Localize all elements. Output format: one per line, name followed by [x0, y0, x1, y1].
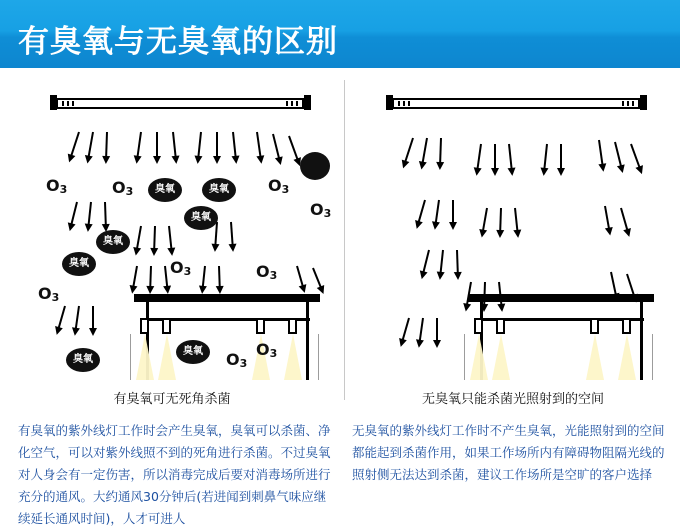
light-ray-arrow-icon — [87, 202, 91, 226]
paragraph-without-ozone: 无臭氧的紫外线灯工作时不产生臭氧，光能照射到的空间都能起到杀菌作用，如果工作场所内有障碍物阻隔光线的照射侧无法达到杀菌，建议工作场所是空旷的客户选择 — [352, 423, 665, 482]
workbench-leg — [640, 302, 643, 380]
light-ray-arrow-icon — [620, 208, 629, 232]
light-ray-arrow-icon — [296, 266, 304, 288]
caption-with-ozone: 有臭氧可无死角杀菌 — [113, 392, 231, 407]
ozone-label-o3: O $_3$ — [226, 350, 248, 370]
light-ray-arrow-icon — [218, 266, 221, 288]
light-ray-arrow-icon — [514, 208, 518, 232]
light-ray-arrow-icon — [508, 144, 513, 170]
header-banner — [0, 0, 680, 68]
light-ray-arrow-icon — [482, 208, 488, 232]
light-ray-arrow-icon — [272, 134, 280, 160]
under-table-lamp-icon — [288, 318, 297, 334]
ozone-label-cn: 臭氧 — [62, 252, 96, 276]
light-ray-arrow-icon — [70, 132, 80, 157]
ozone-label-o3: O $_3$ — [38, 284, 60, 304]
light-ray-arrow-icon — [435, 200, 440, 224]
light-ray-arrow-icon — [494, 144, 496, 170]
ozone-label-cn: 臭氧 — [202, 178, 236, 202]
light-ray-arrow-icon — [604, 206, 610, 230]
light-ray-arrow-icon — [172, 132, 177, 158]
lamp-glow-cone — [136, 334, 154, 380]
light-ray-arrow-icon — [164, 266, 168, 288]
light-ray-arrow-icon — [104, 202, 107, 226]
light-ray-arrow-icon — [598, 140, 604, 166]
light-ray-arrow-icon — [232, 132, 237, 158]
light-ray-arrow-icon — [149, 266, 152, 288]
light-ray-arrow-icon — [156, 132, 158, 158]
uv-lamp-tube-icon — [392, 98, 640, 109]
tube-end-cap-right — [640, 95, 647, 110]
light-ray-arrow-icon — [92, 306, 94, 330]
light-ray-arrow-icon — [439, 138, 442, 164]
uv-lamp-tube-icon — [56, 98, 304, 109]
light-ray-arrow-icon — [230, 222, 234, 246]
under-table-lamp-icon — [622, 318, 631, 334]
ozone-label-cn: 臭氧 — [176, 340, 210, 364]
workbench-leg — [306, 302, 309, 380]
panel-divider — [344, 80, 345, 400]
light-ray-arrow-icon — [288, 136, 299, 161]
light-ray-arrow-icon — [216, 132, 218, 158]
light-ray-arrow-icon — [401, 318, 410, 342]
light-ray-arrow-icon — [57, 306, 66, 330]
light-ray-arrow-icon — [136, 226, 142, 250]
light-ray-arrow-icon — [456, 250, 459, 274]
ozone-label-cn: 臭氧 — [96, 230, 130, 254]
lamp-glow-edge — [130, 334, 131, 380]
light-ray-arrow-icon — [417, 200, 426, 224]
lamp-glow-cone — [158, 334, 176, 380]
lamp-glow-cone — [618, 334, 636, 380]
ozone-label-cn: 臭氧 — [66, 348, 100, 372]
light-ray-arrow-icon — [256, 132, 262, 158]
under-table-lamp-icon — [256, 318, 265, 334]
light-ray-arrow-icon — [630, 144, 641, 169]
lamp-glow-edge — [464, 334, 465, 380]
light-ray-arrow-icon — [153, 226, 156, 250]
tube-end-cap-right — [304, 95, 311, 110]
lamp-glow-cone — [470, 334, 488, 380]
light-ray-arrow-icon — [476, 144, 482, 170]
light-ray-arrow-icon — [436, 318, 438, 342]
light-ray-arrow-icon — [197, 132, 202, 158]
ozone-label-cn — [300, 152, 330, 180]
ozone-label-cn: 臭氧 — [184, 206, 218, 230]
light-ray-arrow-icon — [499, 208, 502, 232]
lamp-glow-cone — [492, 334, 510, 380]
tube-end-cap-left — [50, 95, 57, 110]
light-ray-arrow-icon — [614, 142, 622, 168]
light-ray-arrow-icon — [136, 132, 142, 158]
workbench-icon — [134, 294, 320, 302]
light-ray-arrow-icon — [422, 138, 428, 164]
light-ray-arrow-icon — [88, 132, 94, 158]
light-ray-arrow-icon — [404, 138, 414, 163]
tube-end-cap-left — [386, 95, 393, 110]
light-ray-arrow-icon — [560, 144, 562, 170]
caption-without-ozone: 无臭氧只能杀菌光照射到的空间 — [421, 392, 604, 407]
lamp-glow-edge — [318, 334, 319, 380]
light-ray-arrow-icon — [70, 202, 78, 226]
under-table-lamp-icon — [140, 318, 149, 334]
light-ray-arrow-icon — [610, 272, 617, 296]
ozone-label-cn: 臭氧 — [148, 178, 182, 202]
light-ray-arrow-icon — [312, 268, 322, 289]
light-ray-arrow-icon — [543, 144, 548, 170]
ozone-label-o3: O $_3$ — [46, 176, 68, 196]
under-table-lamp-icon — [590, 318, 599, 334]
ozone-label-o3: O $_3$ — [170, 258, 192, 278]
workbench-icon — [468, 294, 654, 302]
light-ray-arrow-icon — [168, 226, 172, 250]
light-ray-arrow-icon — [214, 222, 218, 246]
paragraph-with-ozone: 有臭氧的紫外线灯工作时会产生臭氧，臭氧可以杀菌、净化空气，可以对紫外线照不到的死角进行杀菌。不过臭氧对人身会有一定伤害，所以消毒完成后要对消毒场所进行充分的通风。大约通风30分钟后(若进闻到刺鼻气味应继续延长通风时间)，人才可进人 — [18, 423, 331, 526]
under-table-lamp-icon — [162, 318, 171, 334]
lamp-glow-edge — [652, 334, 653, 380]
lamp-glow-cone — [284, 334, 302, 380]
lamp-glow-cone — [586, 334, 604, 380]
light-ray-arrow-icon — [419, 318, 424, 342]
under-table-lamp-icon — [474, 318, 483, 334]
page-title: 有臭氧与无臭氧的区别 — [18, 24, 338, 60]
light-ray-arrow-icon — [75, 306, 80, 330]
light-ray-arrow-icon — [422, 250, 430, 274]
light-ray-arrow-icon — [439, 250, 443, 274]
light-ray-arrow-icon — [105, 132, 108, 158]
light-ray-arrow-icon — [202, 266, 206, 288]
ozone-label-o3: O $_3$ — [268, 176, 290, 196]
under-table-lamp-icon — [496, 318, 505, 334]
ozone-label-o3: O $_3$ — [256, 262, 278, 282]
ozone-label-o3: O $_3$ — [112, 178, 134, 198]
ozone-label-o3: O $_3$ — [256, 340, 278, 360]
light-ray-arrow-icon — [132, 266, 138, 288]
light-ray-arrow-icon — [452, 200, 454, 224]
ozone-label-o3: O $_3$ — [310, 200, 332, 220]
